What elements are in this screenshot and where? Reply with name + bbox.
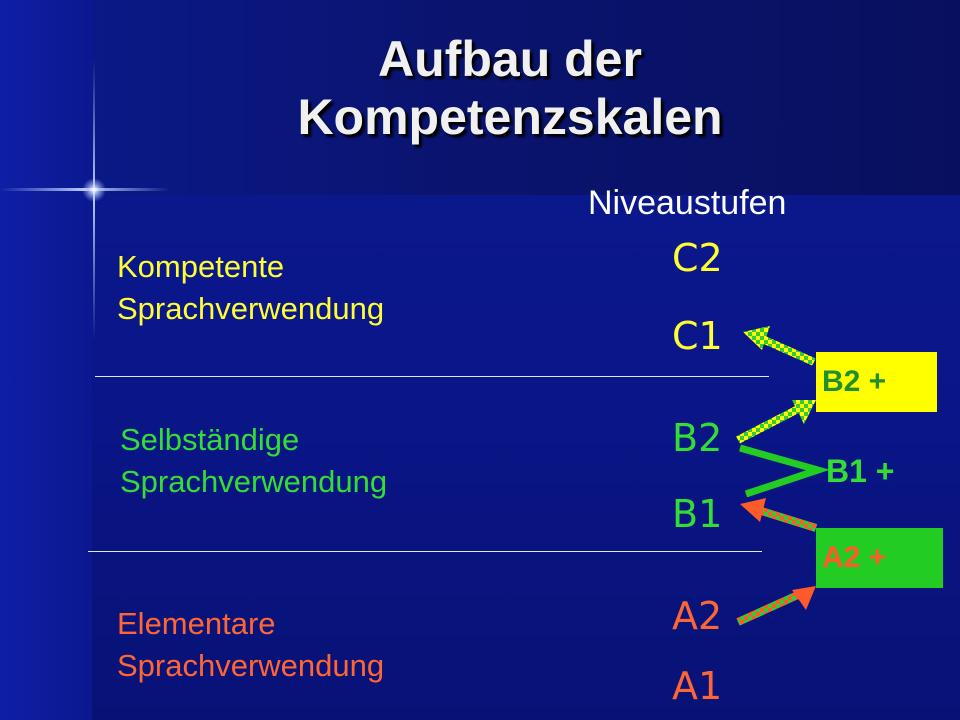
title-line-2: Kompetenzskalen — [297, 89, 723, 145]
level-b2: B2 — [672, 416, 723, 460]
arrow-a2plus-to-b1 — [740, 498, 816, 528]
level-a2: A2 — [672, 594, 723, 638]
group-elementar-line-1: Elementare — [117, 606, 276, 641]
level-c1: C1 — [672, 314, 723, 358]
niveau-heading: Niveaustufen — [588, 184, 787, 222]
chevron-b1-plus-icon — [740, 448, 818, 494]
level-c2: C2 — [672, 236, 723, 280]
group-kompetent-line-2: Sprachverwendung — [117, 291, 385, 326]
a2-plus-box: A2 + — [816, 528, 943, 588]
level-b1: B1 — [672, 492, 723, 536]
level-a1: A1 — [672, 664, 723, 708]
group-kompetent-line-1: Kompetente — [117, 249, 285, 284]
arrow-a2-to-a2plus — [738, 586, 816, 622]
group-selbstaendig-line-1: Selbständige — [120, 422, 300, 457]
arrow-b2plus-to-c1 — [743, 326, 814, 362]
group-elementar-line-2: Sprachverwendung — [117, 648, 385, 683]
title-line-1: Aufbau der — [378, 31, 642, 87]
b1-plus-label: B1 + — [826, 453, 895, 489]
arrow-b2-to-b2plus — [738, 400, 816, 440]
group-selbstaendig-line-2: Sprachverwendung — [120, 464, 388, 499]
b2-plus-box: B2 + — [816, 352, 937, 412]
